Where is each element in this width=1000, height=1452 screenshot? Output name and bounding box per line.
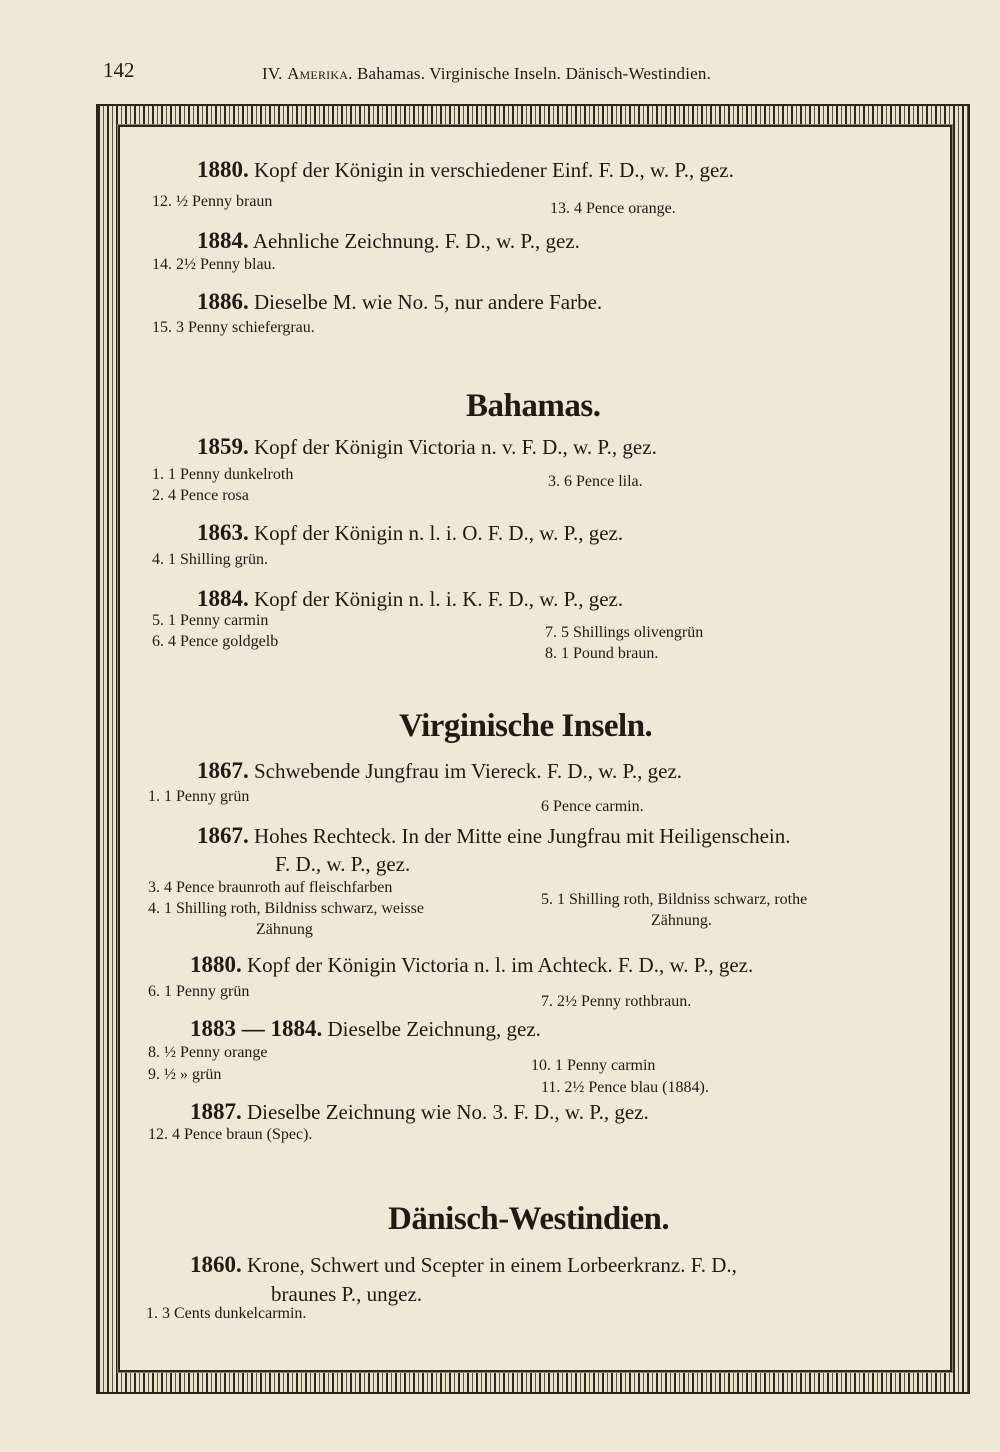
- stamp-item-continued: Zähnung.: [651, 912, 712, 929]
- stamp-item: 1. 1 Penny grün: [148, 788, 250, 805]
- issue-1886: 1886. Dieselbe M. wie No. 5, nur andere Farbe.: [197, 289, 603, 314]
- issue-1863: 1863. Kopf der Königin n. l. i. O. F. D., w. P., gez.: [197, 520, 624, 545]
- section-heading-bahamas: Bahamas.: [466, 388, 601, 424]
- stamp-item: 4. 1 Shilling roth, Bildniss schwarz, weisse: [148, 900, 424, 917]
- stamp-item: 15. 3 Penny schiefergrau.: [152, 319, 315, 336]
- issue-1884-bahamas: 1884. Kopf der Königin n. l. i. K. F. D., w. P., gez.: [197, 586, 624, 611]
- issue-1860: 1860. Krone, Schwert und Scepter in einem Lorbeerkranz. F. D.,: [190, 1252, 737, 1277]
- section-heading-virgin-islands: Virginische Inseln.: [399, 708, 653, 744]
- stamp-item: 9. ½ » grün: [148, 1066, 222, 1083]
- issue-1859: 1859. Kopf der Königin Victoria n. v. F. D., w. P., gez.: [197, 434, 657, 459]
- stamp-item: 5. 1 Shilling roth, Bildniss schwarz, rothe: [541, 891, 808, 908]
- stamp-item: 2. 4 Pence rosa: [152, 487, 249, 504]
- stamp-item: 14. 2½ Penny blau.: [152, 256, 276, 273]
- issue-1887: 1887. Dieselbe Zeichnung wie No. 3. F. D., w. P., gez.: [190, 1099, 649, 1124]
- stamp-item: 12. ½ Penny braun: [152, 193, 273, 210]
- issue-1884: 1884. Aehnliche Zeichnung. F. D., w. P., gez.: [197, 228, 580, 253]
- stamp-item: 11. 2½ Pence blau (1884).: [541, 1079, 709, 1096]
- stamp-item: 7. 5 Shillings olivengrün: [545, 624, 704, 641]
- issue-1860-continued: braunes P., ungez.: [271, 1282, 423, 1306]
- stamp-item: 12. 4 Pence braun (Spec).: [148, 1126, 313, 1143]
- stamp-item: 3. 6 Pence lila.: [548, 473, 643, 490]
- stamp-item: 10. 1 Penny carmin: [531, 1057, 656, 1074]
- issue-1867-a: 1867. Schwebende Jungfrau im Viereck. F. D., w. P., gez.: [197, 758, 683, 783]
- issue-1883-1884: 1883 — 1884. Dieselbe Zeichnung, gez.: [190, 1016, 541, 1041]
- stamp-item-continued: Zähnung: [256, 921, 313, 938]
- issue-1867-b: 1867. Hohes Rechteck. In der Mitte eine Jungfrau mit Heiligenschein.: [197, 823, 791, 848]
- running-header: [262, 64, 711, 84]
- issue-1867-b-continued: F. D., w. P., gez.: [275, 852, 411, 876]
- header-chapter: Amerika.: [287, 64, 353, 83]
- issue-1880-virgin: 1880. Kopf der Königin Victoria n. l. im Achteck. F. D., w. P., gez.: [190, 952, 754, 977]
- page-number: 142: [103, 58, 135, 82]
- stamp-item: 7. 2½ Penny rothbraun.: [541, 993, 692, 1010]
- stamp-item: 3. 4 Pence braunroth auf fleischfarben: [148, 879, 393, 896]
- stamp-item: 6. 1 Penny grün: [148, 983, 250, 1000]
- issue-1880: 1880. Kopf der Königin in verschiedener Einf. F. D., w. P., gez.: [197, 157, 734, 182]
- header-running-title: Bahamas. Virginische Inseln. Dänisch-Westindien.: [356, 64, 712, 83]
- stamp-item: 1. 3 Cents dunkelcarmin.: [146, 1305, 307, 1322]
- header-roman: IV.: [262, 64, 283, 83]
- stamp-item: 4. 1 Shilling grün.: [152, 551, 269, 568]
- stamp-item: 13. 4 Pence orange.: [550, 200, 676, 217]
- stamp-item: 8. ½ Penny orange: [148, 1044, 268, 1061]
- stamp-item: 5. 1 Penny carmin: [152, 612, 269, 629]
- stamp-item: 8. 1 Pound braun.: [545, 645, 659, 662]
- stamp-item: 6 Pence carmin.: [541, 798, 644, 815]
- stamp-item: 1. 1 Penny dunkelroth: [152, 466, 294, 483]
- stamp-item: 6. 4 Pence goldgelb: [152, 633, 279, 650]
- section-heading-danish-west-indies: Dänisch-Westindien.: [388, 1201, 670, 1237]
